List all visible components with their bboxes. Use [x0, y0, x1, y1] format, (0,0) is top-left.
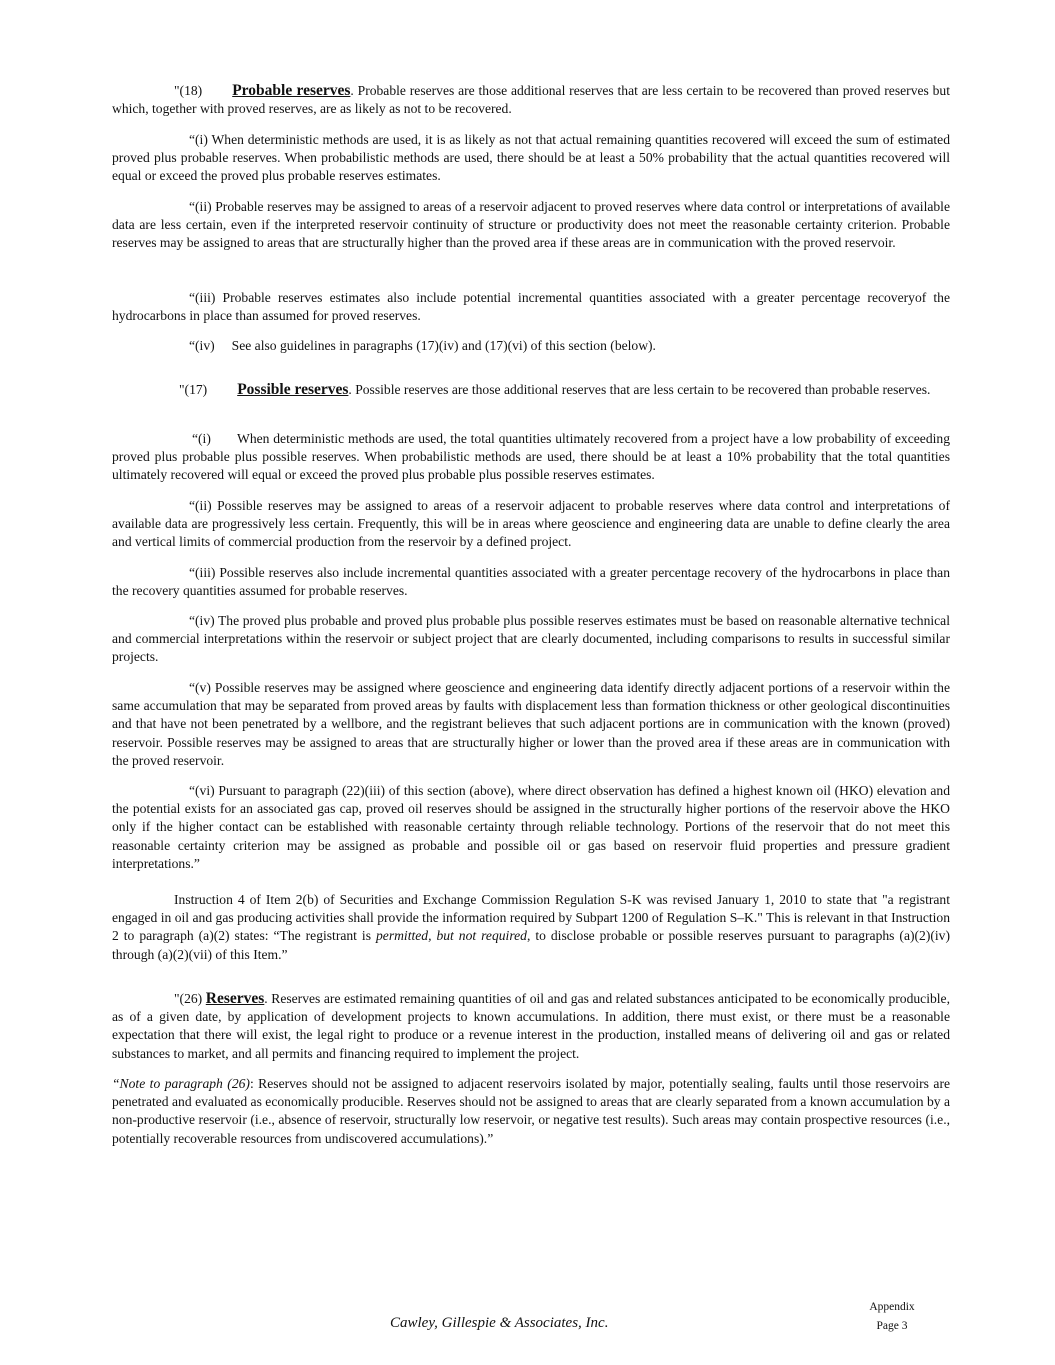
probable-item-i: “(i) When deterministic methods are used, it is as likely as not that actual remaining quantities recovered will exceed the sum of estimated proved plus probable reserves. When probabilistic methods are used, there should be at least a 50% probability that the actual quantities recovered will equal or exceed the proved plus probable reserves estimates.: [112, 132, 950, 184]
note-text: : Reserves should not be assigned to adjacent reservoirs isolated by major, potentially sealing, faults until those reservoirs are penetrated and evaluated as economically producible. Reserves should not be assigned to areas that are clearly separated from a known accumulation by a non-productive reservoir (i.e., absence of reservoir, structurally low reservoir, or negative test results). Such areas may contain prospective resources (i.e., potentially recoverable resources from undiscovered accumulations).”: [112, 1076, 951, 1146]
footer-appendix-label: Appendix: [869, 1301, 915, 1313]
section-number: "(26): [174, 991, 206, 1006]
instruction-emphasis: permitted, but not required: [375, 928, 527, 944]
possible-reserves-definition: [112, 381, 950, 399]
possible-item-ii: “(ii) Possible reserves may be assigned to areas of a reservoir adjacent to probable reserves where data control and interpretations of available data are progressively less certain. Frequently, this will be in areas where geoscience and engineering data are unable to define clearly the area and vertical limits of commercial production from the reservoir by a defined project.: [112, 498, 950, 550]
reserves-text: . Reserves are estimated remaining quantities of oil and gas and related substances anticipated to be economically producible, as of a given date, by application of development projects to known accumulations. In addition, there must exist, or there must be a reasonable expectation that there will exist, the legal right to produce or a revenue interest in the production, installed means of delivering oil and gas or related substances to market, and all permits and financing required to implement the project.: [112, 991, 950, 1061]
instruction-paragraph: Instruction 4 of Item 2(b) of Securities and Exchange Commission Regulation S-K was revised January 1, 2010 to state that "a registrant engaged in oil and gas producing activities shall provide the information required by Subpart 1200 of Regulation S–K." This is relevant in that Instruction 2 to paragraph (a)(2) states: “The registrant is permitted, but not required, to disclose probable or possible reserves pursuant to paragraphs (a)(2)(iv) through (a)(2)(vii) of this Item.”: [112, 892, 950, 962]
possible-item-i: “(i) When deterministic methods are used, the total quantities ultimately recovered from a project have a low probability of exceeding proved plus probable plus possible reserves. When probabilistic methods are used, there should be at least a 10% probability that the total quantities ultimately recovered will equal or exceed the proved plus probable plus possible reserves estimates.: [112, 431, 954, 483]
probable-reserves-heading: Probable reserves: [232, 82, 351, 99]
footer-page-info: [852, 1298, 932, 1336]
possible-reserves-intro: . Possible reserves are those additional reserves that are less certain to be recovered than probable reserves.: [348, 382, 931, 397]
footer-company-name: Cawley, Gillespie & Associates, Inc.: [390, 1315, 609, 1331]
section-number: "(18): [174, 83, 203, 98]
probable-reserves-definition: [112, 82, 950, 118]
probable-reserves-intro: . Probable reserves are those additional reserves that are less certain to be recovered than proved reserves but which, together with proved reserves, are as likely as not to be recovered.: [112, 83, 950, 117]
probable-item-iii: “(iii) Probable reserves estimates also include potential incremental quantities associated with a greater percentage recoveryof the hydrocarbons in place than assumed for proved reserves.: [112, 290, 950, 324]
note-label: “Note to paragraph (26): [112, 1076, 250, 1091]
possible-reserves-heading: Possible reserves: [237, 381, 349, 398]
reserves-note: [112, 1075, 950, 1148]
reserves-definition: [112, 990, 950, 1063]
reserves-heading: Reserves: [205, 990, 265, 1007]
section-number: "(17): [179, 382, 208, 397]
footer-page-number: Page 3: [876, 1320, 908, 1332]
possible-item-iv: “(iv) The proved plus probable and proved plus probable plus possible reserves estimates must be based on reasonable alternative technical and commercial interpretations within the reservoir or subject project that are clearly documented, including comparisons to results in successful similar projects.: [112, 613, 950, 665]
possible-item-vi: “(vi) Pursuant to paragraph (22)(iii) of this section (above), where direct observation has defined a highest known oil (HKO) elevation and the potential exists for an associated gas cap, proved oil reserves should be assigned in the structurally higher portions of the reservoir above the HKO only if the higher contact can be established with reasonable certainty through reliable technology. Portions of the reservoir that do not meet this reasonable certainty criterion may be assigned as probable and possible oil or gas based on reservoir fluid properties and pressure gradient interpretations.”: [112, 783, 950, 871]
probable-item-ii: “(ii) Probable reserves may be assigned to areas of a reservoir adjacent to proved reserves where data control or interpretations of available data are less certain, even if the interpreted reservoir continuity of structure or productivity does not meet the reasonable certainty criterion. Probable reserves may be assigned to areas that are structurally higher than the proved area if these areas are in communication with the proved reservoir.: [112, 199, 950, 251]
possible-item-v: “(v) Possible reserves may be assigned where geoscience and engineering data identify directly adjacent portions of a reservoir within the same accumulation that may be separated from proved areas by faults with displacement less than formation thickness or other geological discontinuities and that have not been penetrated by a wellbore, and the registrant believes that such adjacent portions are in communication with the known (proved) reservoir. Possible reserves may be assigned to areas that are structurally higher or lower than the proved area if these areas are in communication with the proved reservoir.: [112, 680, 950, 768]
possible-item-iii: “(iii) Possible reserves also include incremental quantities associated with a greater percentage recovery of the hydrocarbons in place than the recovery quantities assumed for probable reserves.: [112, 565, 950, 599]
probable-item-iv: “(iv) See also guidelines in paragraphs (17)(iv) and (17)(vi) of this section (below).: [189, 338, 656, 353]
